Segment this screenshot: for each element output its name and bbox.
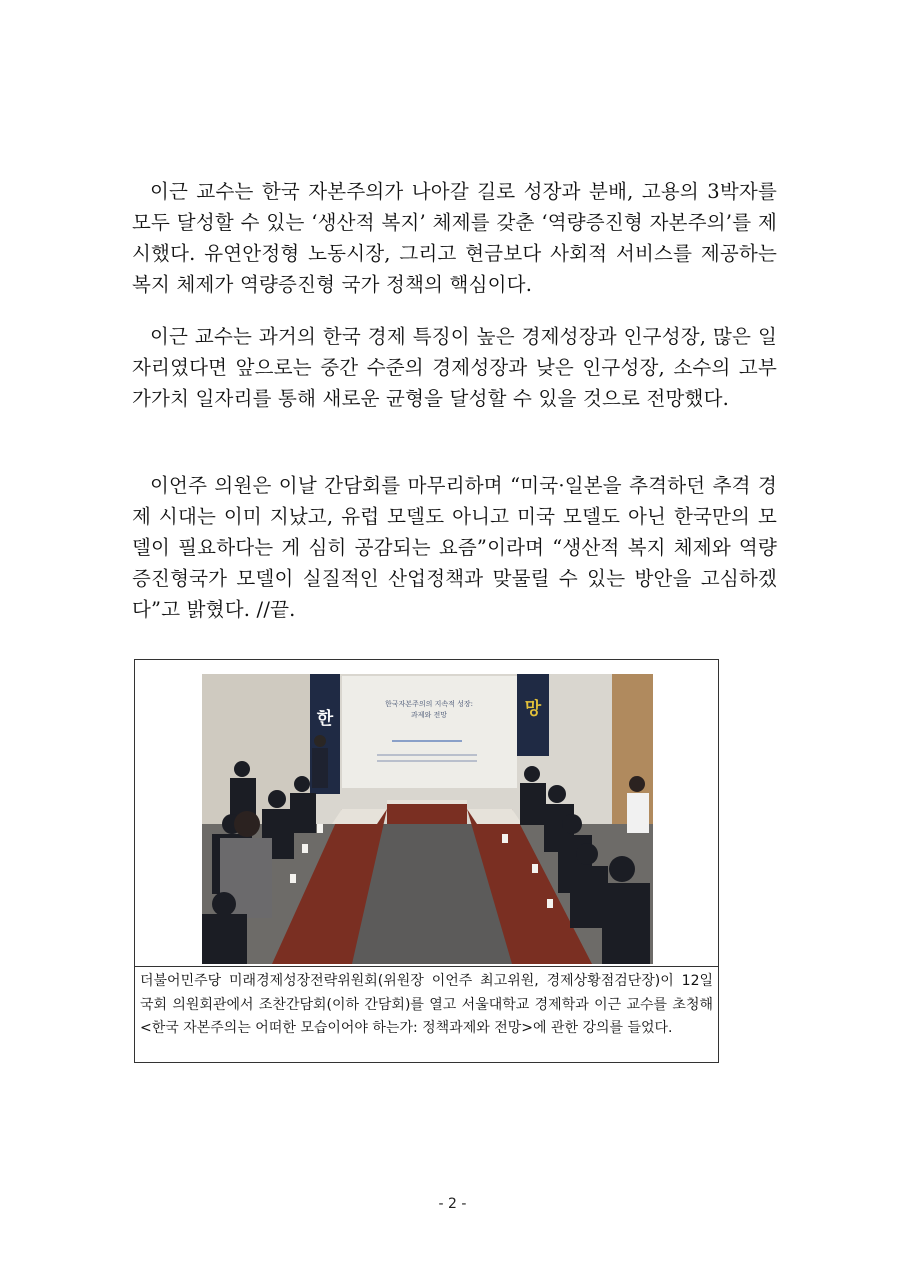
meeting-photo [202,674,653,964]
body-paragraph-2: 이근 교수는 과거의 한국 경제 특징이 높은 경제성장과 인구성장, 많은 일자리였다면 앞으로는 중간 수준의 경제성장과 낮은 인구성장, 소수의 고부가가치 일자리를 통해 새로운 균형을 달성할 수 있을 것으로 전망했다. [132,325,777,410]
slide-title: 한국자본주의의 지속적 성장: [385,700,473,708]
slide-subtitle: 과제와 전망 [410,711,448,719]
body-paragraph-1: 이근 교수는 한국 자본주의가 나아갈 길로 성장과 분배, 고용의 3박자를 모두 달성할 수 있는 ‘생산적 복지’ 체제를 갖춘 ‘역량증진형 자본주의’를 제시했다. 유연안정형 노동시장, 그리고 현금보다 사회적 서비스를 제공하는 복지 체제가 역량증진형 국가 정책의 핵심이다. [132,180,777,296]
body-paragraph-3: 이언주 의원은 이날 간담회를 마무리하며 “미국·일본을 추격하던 추격 경제 시대는 이미 지났고, 유럽 모델도 아니고 미국 모델도 아닌 한국만의 모델이 필요하다는 게 심히 공감되는 요즘”이라며 “생산적 복지 체제와 역량증진형국가 모델이 실질적인 산업정책과 맞물릴 수 있는 방안을 고심하겠다”고 밝혔다. //끝. [132,474,777,621]
banner-left-text: 한 [316,709,334,729]
banner-right-text: 망 [524,699,542,719]
page-number: - 2 - [438,1196,467,1212]
photo-caption: 더불어민주당 미래경제성장전략위원회(위원장 이언주 최고위원, 경제상황점검단장)이 12일 국회 의원회관에서 조찬간담회(이하 간담회)를 열고 서울대학교 경제학과 이근 교수를 초청해 <한국 자본주의는 어떠한 모습이어야 하는가: 정책과제와 전망>에 관한 강의를 들었다. [135,966,718,1062]
photo-figure [134,659,719,1063]
